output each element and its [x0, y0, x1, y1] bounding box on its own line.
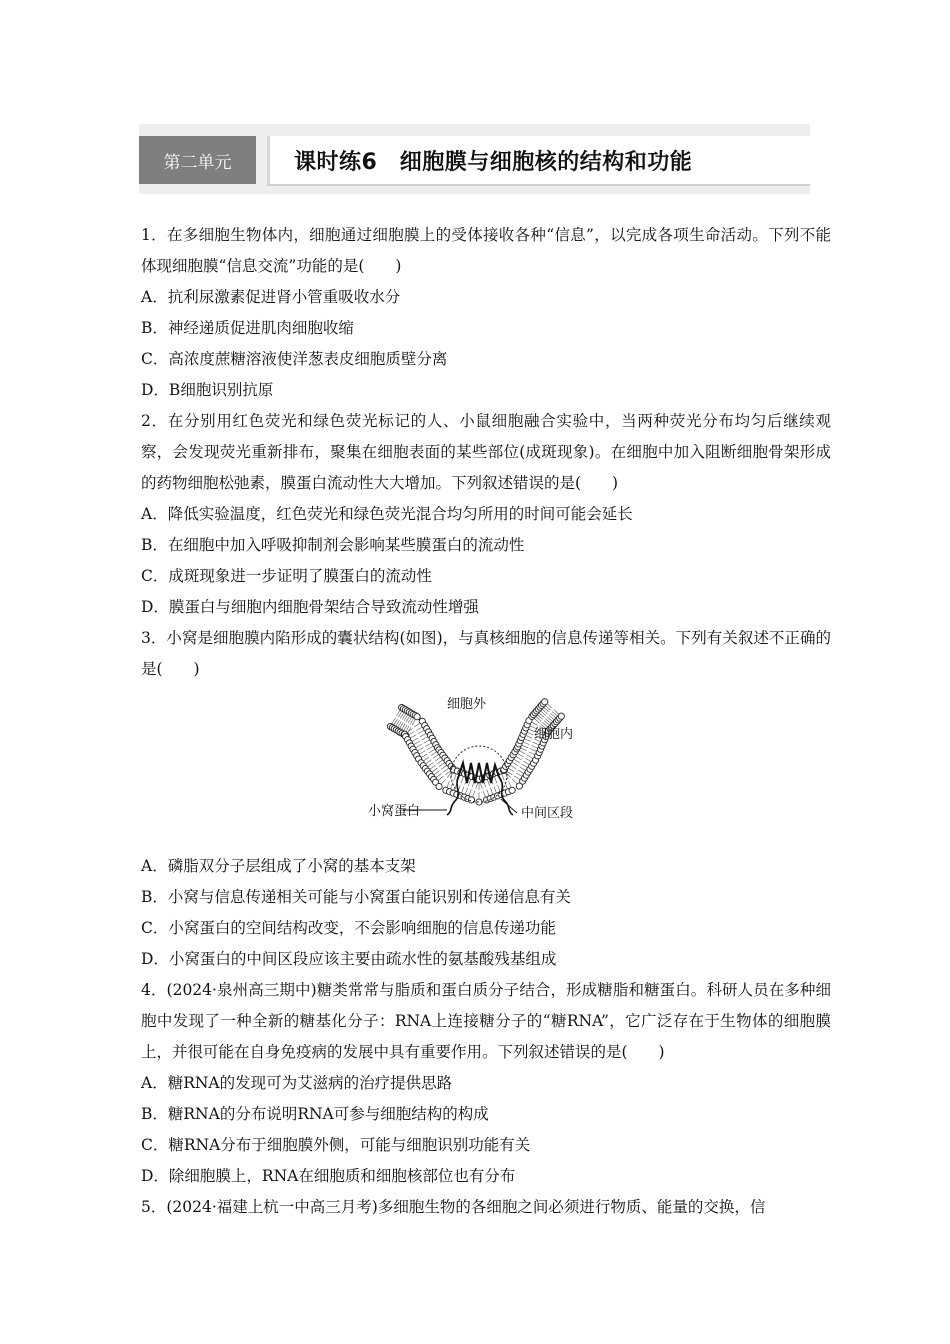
phospholipid-tail — [498, 785, 500, 791]
phospholipid-tail — [512, 762, 518, 766]
phospholipid-tail — [487, 789, 489, 795]
phospholipid-tail — [516, 773, 522, 776]
phospholipid-tail — [529, 752, 535, 755]
phospholipid-tail — [528, 732, 534, 735]
question-1-option-c: C．高浓度蔗糖溶液使洋葱表皮细胞质壁分离 — [141, 350, 448, 368]
question-2-option-c: C．成斑现象进一步证明了膜蛋白的流动性 — [141, 567, 432, 585]
phospholipid-tail — [521, 748, 527, 751]
phospholipid-tail — [531, 745, 537, 748]
phospholipid-tail — [454, 774, 456, 780]
phospholipid-tail — [433, 755, 438, 759]
question-5-stem: 5．(2024·福建上杭一中高三月考)多细胞生物的各细胞之间必须进行物质、能量的交换，信 — [141, 1198, 766, 1216]
phospholipid-tail — [530, 749, 536, 752]
phospholipid-head — [509, 787, 515, 793]
phospholipid-tail — [431, 752, 436, 756]
phospholipid-tail — [432, 768, 437, 772]
phospholipid-tail — [494, 787, 496, 793]
phospholipid-tail — [526, 736, 532, 739]
label-outside: 细胞外 — [447, 697, 487, 712]
phospholipid-tail — [420, 734, 426, 737]
phospholipid-tail — [434, 771, 439, 775]
phospholipid-tail — [519, 751, 525, 754]
question-3-option-d: D．小窝蛋白的中间区段应该主要由疏水性的氨基酸残基组成 — [141, 950, 557, 968]
phospholipid-tail — [490, 788, 492, 794]
phospholipid-tail — [476, 782, 478, 788]
phospholipid-tail — [435, 757, 440, 761]
phospholipid-tail — [425, 743, 431, 746]
caveola-diagram — [141, 695, 831, 835]
phospholipid-tail — [533, 742, 539, 745]
phospholipid-tail — [438, 776, 443, 780]
phospholipid-tail — [424, 740, 430, 743]
phospholipid-tail — [525, 739, 531, 742]
label-middle-segment: 中间区段 — [521, 806, 574, 821]
phospholipid-tail — [436, 774, 441, 778]
phospholipid-tail — [422, 737, 428, 740]
phospholipid-tail — [520, 767, 526, 771]
phospholipid-tail — [410, 735, 416, 738]
phospholipid-tail — [422, 754, 428, 757]
question-1-option-a: A．抗利尿激素促进肾小管重吸收水分 — [141, 288, 401, 306]
phospholipid-tail — [462, 787, 464, 793]
phospholipid-tail — [418, 748, 424, 751]
phospholipid-tail — [416, 744, 422, 747]
phospholipid-tail — [420, 751, 426, 754]
phospholipid-tail — [509, 781, 511, 787]
phospholipid-tail — [522, 745, 528, 748]
phospholipid-tail — [468, 780, 470, 786]
question-3-stem: 3．小窝是细胞膜内陷形成的囊状结构(如图)，与真核细胞的信息传递等相关。下列有关叙述不正确的是( ) — [141, 629, 831, 678]
phospholipid-tail — [514, 759, 520, 762]
question-1-option-b: B．神经递质促进肌肉细胞收缩 — [141, 319, 354, 337]
phospholipid-tail — [465, 788, 467, 794]
phospholipid-tail — [480, 782, 482, 788]
question-3-option-a: A．磷脂双分子层组成了小窝的基本支架 — [141, 857, 416, 875]
phospholipid-tail — [527, 755, 533, 758]
phospholipid-tail — [412, 738, 418, 741]
phospholipid-tail — [509, 768, 515, 771]
phospholipid-tail — [426, 760, 431, 764]
question-3-option-b: B．小窝与信息传递相关可能与小窝蛋白能识别和传递信息有关 — [141, 888, 571, 906]
question-2-option-d: D．膜蛋白与细胞内细胞骨架结合导致流动性增强 — [141, 598, 479, 616]
phospholipid-tail — [414, 723, 419, 727]
phospholipid-tail — [516, 756, 522, 760]
phospholipid-tail — [414, 741, 420, 744]
phospholipid-tail — [510, 765, 516, 769]
phospholipid-tail — [447, 781, 449, 787]
phospholipid-tail — [495, 777, 497, 783]
phospholipid-bilayer — [387, 699, 564, 805]
phospholipid-tail — [409, 732, 415, 735]
phospholipid-tail — [523, 742, 529, 745]
phospholipid-tail — [469, 789, 471, 795]
phospholipid-head — [558, 713, 564, 719]
question-list — [141, 220, 831, 1223]
phospholipid-tail — [430, 765, 435, 769]
phospholipid-tail — [523, 761, 529, 765]
phospholipid-tail — [418, 730, 424, 733]
phospholipid-tail — [427, 746, 433, 749]
phospholipid-head — [436, 783, 442, 789]
phospholipid-head — [414, 714, 420, 720]
question-4-option-c: C．糖RNA分布于细胞膜外侧，可能与细胞识别功能有关 — [141, 1136, 531, 1154]
question-4-option-b: B．糖RNA的分布说明RNA可参与细胞结构的构成 — [141, 1105, 489, 1123]
phospholipid-tail — [483, 791, 485, 797]
phospholipid-tail — [416, 727, 422, 730]
phospholipid-tail — [441, 766, 446, 770]
question-3-option-c: C．小窝蛋白的空间结构改变，不会影响细胞的信息传递功能 — [141, 919, 556, 937]
phospholipid-tail — [451, 782, 453, 788]
phospholipid-tail — [518, 753, 524, 757]
lesson-title: 课时练6 细胞膜与细胞核的结构和功能 — [267, 136, 810, 184]
question-4-option-a: A．糖RNA的发现可为艾滋病的治疗提供思路 — [141, 1074, 453, 1092]
phospholipid-tail — [437, 760, 442, 764]
question-2-stem: 2．在分别用红色荧光和绿色荧光标记的人、小鼠细胞融合实验中，当两种荧光分布均匀后继续观察，会发现荧光重新排布，聚集在细胞表面的某些部位(成斑现象)。在细胞中加入阻断细胞骨架形成的药物细胞松弛素，膜蛋白流动性大大增加。下列叙述错误的是( ) — [141, 412, 831, 492]
phospholipid-tail — [532, 722, 538, 725]
caveola-figure — [141, 695, 831, 835]
phospholipid-tail — [443, 768, 448, 772]
phospholipid-tail — [502, 774, 504, 780]
lesson-header — [139, 124, 810, 194]
unit-label: 第二单元 — [139, 136, 256, 184]
question-2-option-a: A．降低实验温度，红色荧光和绿色荧光混合均匀所用的时间可能会延长 — [141, 505, 633, 523]
question-2-option-b: B．在细胞中加入呼吸抑制剂会影响某些膜蛋白的流动性 — [141, 536, 525, 554]
phospholipid-tail — [439, 763, 444, 767]
phospholipid-tail — [512, 779, 517, 784]
phospholipid-tail — [518, 770, 524, 774]
phospholipid-tail — [424, 757, 429, 761]
phospholipid-tail — [514, 776, 520, 779]
phospholipid-tail — [525, 758, 531, 762]
question-4-option-d: D．除细胞膜上，RNA在细胞质和细胞核部位也有分布 — [141, 1167, 516, 1185]
question-4-stem: 4．(2024·泉州高三期中)糖类常常与脂质和蛋白质分子结合，形成糖脂和糖蛋白。科研人员在多种细胞中发现了一种全新的糖基化分子：RNA上连接糖分子的“糖RNA”，它广泛存在于生物体的细胞膜上，并很可能在自身免疫病的发展中具有重要作用。下列叙述错误的是( ) — [141, 981, 831, 1061]
phospholipid-tail — [522, 764, 528, 767]
phospholipid-tail — [428, 763, 433, 767]
question-1-stem: 1．在多细胞生物体内，细胞通过细胞膜上的受体接收各种“信息”，以完成各项生命活动。下列不能体现细胞膜“信息交流”功能的是( ) — [141, 226, 831, 275]
phospholipid-tail — [487, 780, 489, 786]
phospholipid-tail — [429, 750, 435, 753]
label-inside: 细胞内 — [534, 727, 574, 742]
phospholipid-tail — [441, 779, 446, 784]
label-caveolin: 小窝蛋白 — [368, 804, 421, 819]
phospholipid-tail — [461, 777, 463, 783]
phospholipid-head — [542, 699, 548, 705]
question-1-option-d: D．B细胞识别抗原 — [141, 381, 274, 399]
phospholipid-tail — [473, 791, 475, 797]
